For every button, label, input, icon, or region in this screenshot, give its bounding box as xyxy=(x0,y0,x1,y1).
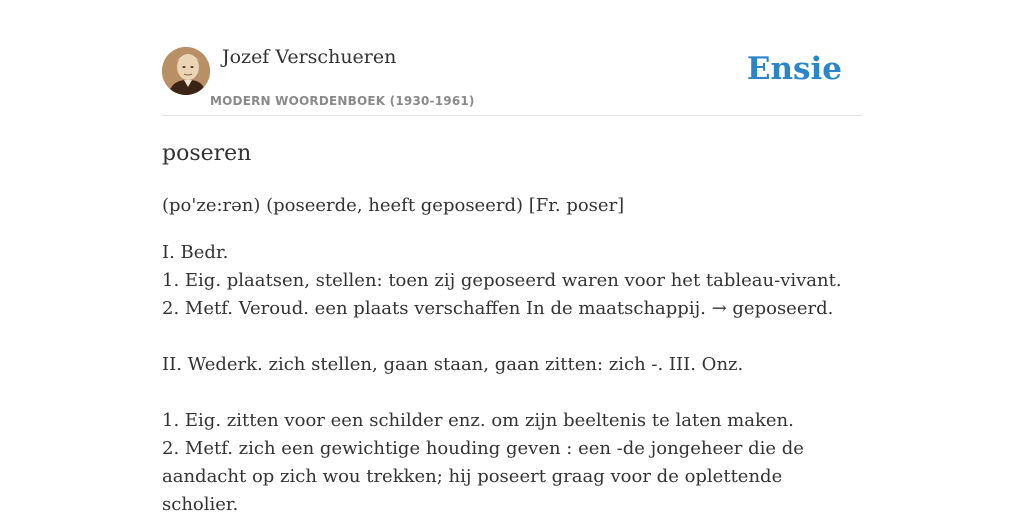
definition-line: II. Wederk. zich stellen, gaan staan, gaan zitten: zich -. III. Onz. xyxy=(162,354,744,375)
entry-header xyxy=(162,0,862,116)
author-avatar[interactable] xyxy=(162,47,210,95)
definition-line: I. Bedr. xyxy=(162,242,229,263)
entry-definition xyxy=(162,239,862,519)
brand-logo[interactable]: Ensie xyxy=(746,51,842,87)
entry-card xyxy=(162,0,862,515)
entry-term: poseren xyxy=(162,141,252,166)
author-portrait-icon xyxy=(162,47,210,95)
definition-line: 2. Metf. zich een gewichtige houding geven : een -de jongeheer die de aandacht op zich wou trekken; hij poseert graag voor de oplettende scholier. xyxy=(162,438,804,515)
definition-line: 2. Metf. Veroud. een plaats verschaffen In de maatschappij. → geposeerd. xyxy=(162,298,834,319)
dictionary-source[interactable]: MODERN WOORDENBOEK (1930-1961) xyxy=(210,94,475,108)
definition-spacer xyxy=(162,379,862,407)
definition-spacer xyxy=(162,323,862,351)
definition-line: 1. Eig. plaatsen, stellen: toen zij geposeerd waren voor het tableau-vivant. xyxy=(162,270,842,291)
entry-pronunciation: (po'ze:rən) (poseerde, heeft geposeerd) [Fr. poser] xyxy=(162,195,625,216)
definition-line: 1. Eig. zitten voor een schilder enz. om zijn beeltenis te laten maken. xyxy=(162,410,794,431)
author-name[interactable]: Jozef Verschueren xyxy=(222,46,397,68)
